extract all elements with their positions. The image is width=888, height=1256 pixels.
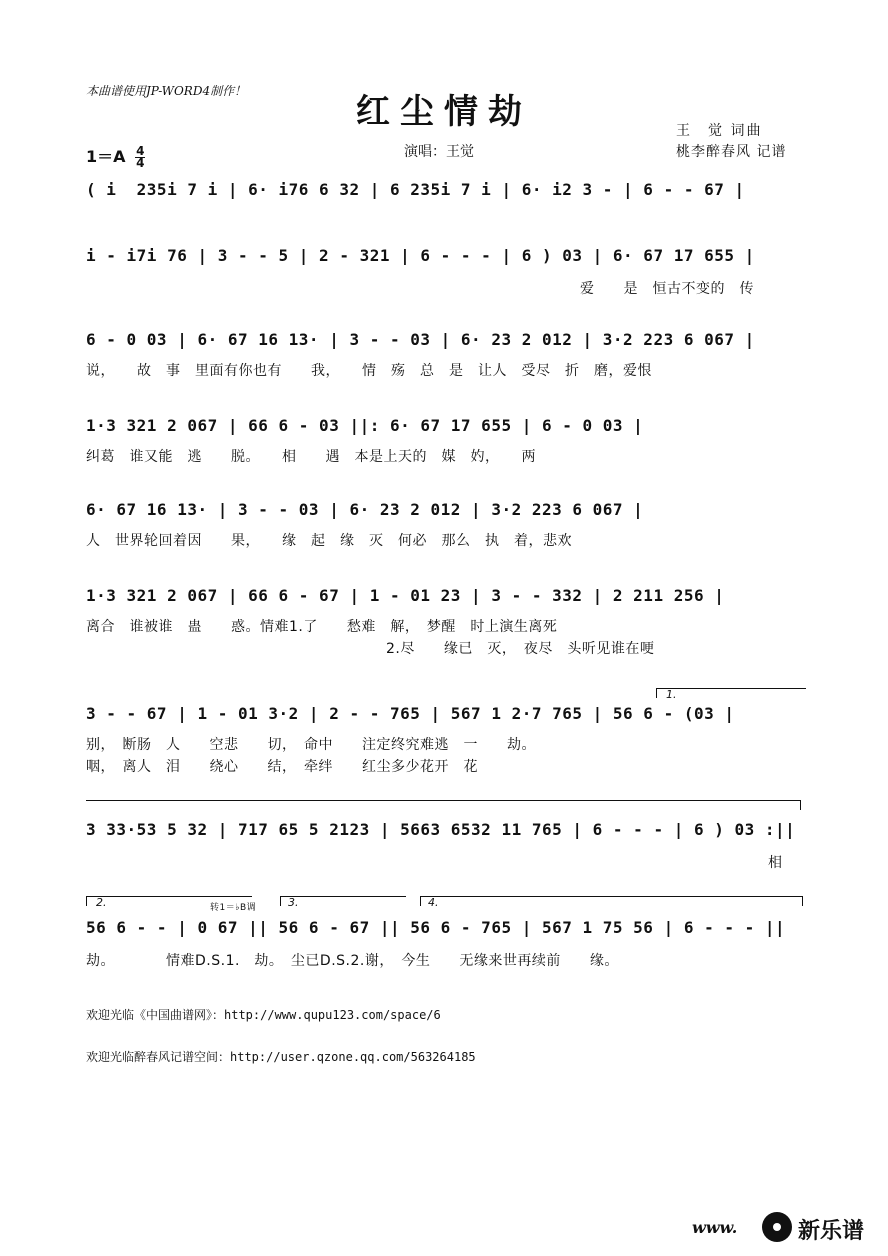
- lyric-line-9: 劫。 情难D.S.1. 劫。 尘已D.S.2.谢， 今生 无缘来世再续前 缘。: [86, 953, 619, 969]
- time-bottom: 4: [136, 156, 145, 170]
- ending-bracket-4-tick: [420, 896, 421, 906]
- ending-label-3: 3.: [288, 896, 299, 909]
- footer-link-qzone[interactable]: 欢迎光临醉春风记谱空间：http://user.qzone.qq.com/563264185: [86, 1050, 476, 1064]
- score-line-9: 56 6 - - | 0 67 || 56 6 - 67 || 56 6 - 765 | 567 1 75 56 | 6 - - - ||: [86, 918, 786, 937]
- key-label: 1＝A: [86, 147, 126, 166]
- lyric-line-5: 人 世界轮回着因 果， 缘 起 缘 灭 何必 那么 执 着，悲欢: [86, 533, 572, 549]
- ending-label-2: 2.: [96, 896, 107, 909]
- credit-transcriber: 桃李醉春风 记谱: [676, 144, 787, 160]
- watermark-brand: 新乐谱: [798, 1219, 865, 1244]
- footer-link-qupu[interactable]: 欢迎光临《中国曲谱网》：http://www.qupu123.com/space/6: [86, 1008, 441, 1022]
- singer-credit: 演唱：王觉: [404, 144, 474, 160]
- score-line-2: i - i7i 76 | 3 - - 5 | 2 - 321 | 6 - - - | 6 ) 03 | 6· 67 17 655 |: [86, 246, 755, 265]
- ending-label-4: 4.: [428, 896, 439, 909]
- credit-lyrics-music: 王 觉 词曲: [676, 123, 763, 139]
- score-line-5: 6· 67 16 13· | 3 - - 03 | 6· 23 2 012 | 3·2 223 6 067 |: [86, 500, 644, 519]
- ending-bracket-2: [86, 896, 252, 897]
- key-signature: [86, 144, 145, 169]
- ending-bracket-1-tick: [656, 688, 657, 698]
- lyric-line-7: 别， 断肠 人 空悲 切， 命中 注定终究难逃 一 劫。: [86, 737, 536, 753]
- record-disc-hole: [773, 1223, 781, 1231]
- lyric-line-4: 纠葛 谁又能 逃 脱。 相 遇 本是上天的 媒 妁， 两: [86, 449, 536, 465]
- page-title: 红尘情劫: [356, 92, 532, 132]
- ending-bracket-3: [280, 896, 406, 897]
- ending-label-1: 1.: [666, 688, 677, 701]
- ending-bracket-1: [656, 688, 806, 689]
- score-line-3: 6 - 0 03 | 6· 67 16 13· | 3 - - 03 | 6· 23 2 012 | 3·2 223 6 067 |: [86, 330, 755, 349]
- modulation-label: 转1＝♭B调: [210, 903, 257, 913]
- ending-bracket-4: [420, 896, 802, 897]
- score-line-4: 1·3 321 2 067 | 66 6 - 03 ||: 6· 67 17 655 | 6 - 0 03 |: [86, 416, 644, 435]
- lyric-line-6: 离合 谁被谁 蛊 惑。情难1.了 愁难 解， 梦醒 时上演生离死: [86, 619, 558, 635]
- time-top: 4: [136, 144, 145, 158]
- record-disc-icon: [762, 1212, 792, 1242]
- score-line-1: ( i 235i 7 i | 6· i76 6 32 | 6 235i 7 i | 6· i2 3 - | 6 - - 67 |: [86, 180, 745, 199]
- score-line-6: 1·3 321 2 067 | 66 6 - 67 | 1 - 01 23 | 3 - - 332 | 2 211 256 |: [86, 586, 725, 605]
- software-note: 本曲谱使用JP-WORD4制作！: [86, 84, 247, 98]
- time-signature: [135, 146, 145, 169]
- score-line-7: 3 - - 67 | 1 - 01 3·2 | 2 - - 765 | 567 1 2·7 765 | 56 6 - (03 |: [86, 704, 735, 723]
- lyric-line-7b: 咽， 离人 泪 绕心 结， 牵绊 红尘多少花开 花: [86, 759, 478, 775]
- ending-bracket-2-tick: [86, 896, 87, 906]
- watermark-logo: [692, 1208, 882, 1248]
- ending-bracket-4-end-tick: [802, 896, 803, 906]
- ending-bracket-8-tick: [800, 800, 801, 810]
- lyric-line-6b: 2.尽 缘已 灭， 夜尽 头听见谁在哽: [386, 641, 655, 657]
- lyric-line-8: 相: [768, 855, 783, 871]
- watermark-www: www.: [692, 1218, 738, 1237]
- score-line-8: 3 33·53 5 32 | 717 65 5 2123 | 5663 6532 11 765 | 6 - - - | 6 ) 03 :||: [86, 820, 796, 839]
- lyric-line-2: 爱 是 恒古不变的 传: [580, 281, 754, 297]
- ending-bracket-8: [86, 800, 800, 801]
- lyric-line-3: 说， 故 事 里面有你也有 我， 情 殇 总 是 让人 受尽 折 磨，爱恨: [86, 363, 652, 379]
